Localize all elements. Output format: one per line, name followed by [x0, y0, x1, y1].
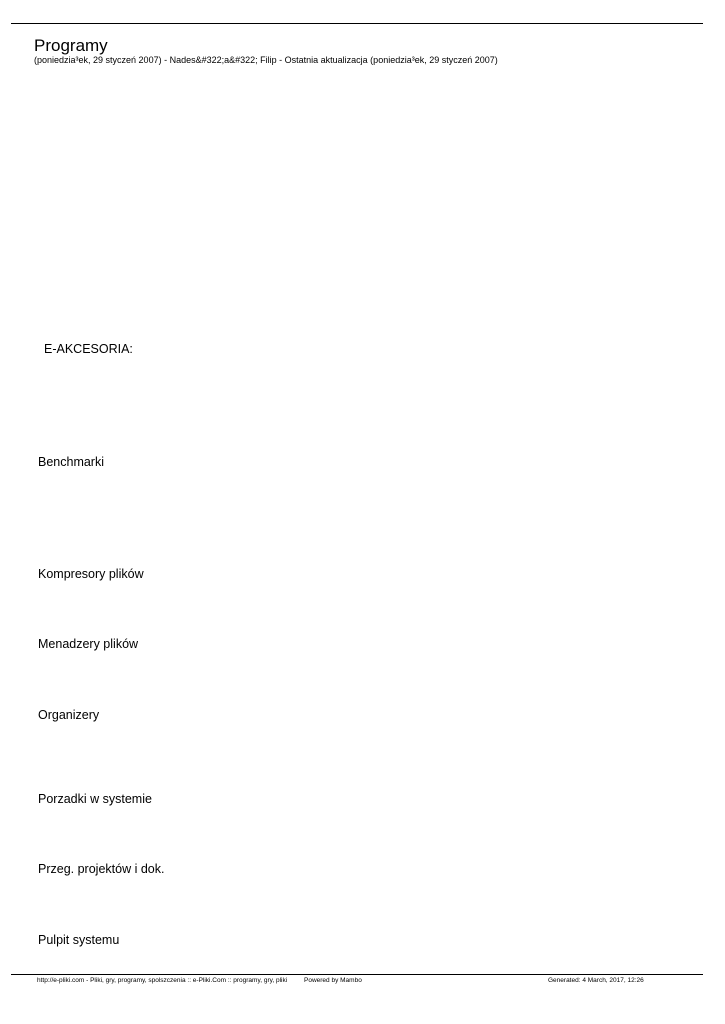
footer-source-link[interactable]: http://e-pliki.com - Pliki, gry, programy, spolszczenia :: e-Pliki.Com :: programy, gry, pliki [37, 977, 288, 984]
page-title: Programy [34, 36, 108, 55]
footer-generated: Generated: 4 March, 2017, 12:26 [548, 977, 644, 984]
footer-rule [11, 974, 703, 975]
article-meta: (poniedzia³ek, 29 styczeń 2007) - Nades&#322;a&#322; Filip - Ostatnia aktualizacja (poniedzia³ek, 29 styczeń 2007) [34, 55, 498, 65]
section-przeg-projektow: Przeg. projektów i dok. [38, 862, 165, 876]
section-kompresory-plikow: Kompresory plików [38, 567, 144, 581]
section-menadzery-plikow: Menadzery plików [38, 637, 139, 651]
section-e-akcesoria: E-AKCESORIA: [44, 342, 133, 356]
section-benchmarki: Benchmarki [38, 455, 104, 469]
section-organizery: Organizery [38, 708, 100, 722]
footer-powered-by: Powered by Mambo [304, 977, 362, 984]
header-rule [11, 23, 703, 24]
section-porzadki-w-systemie: Porzadki w systemie [38, 792, 152, 806]
section-pulpit-systemu: Pulpit systemu [38, 933, 120, 947]
